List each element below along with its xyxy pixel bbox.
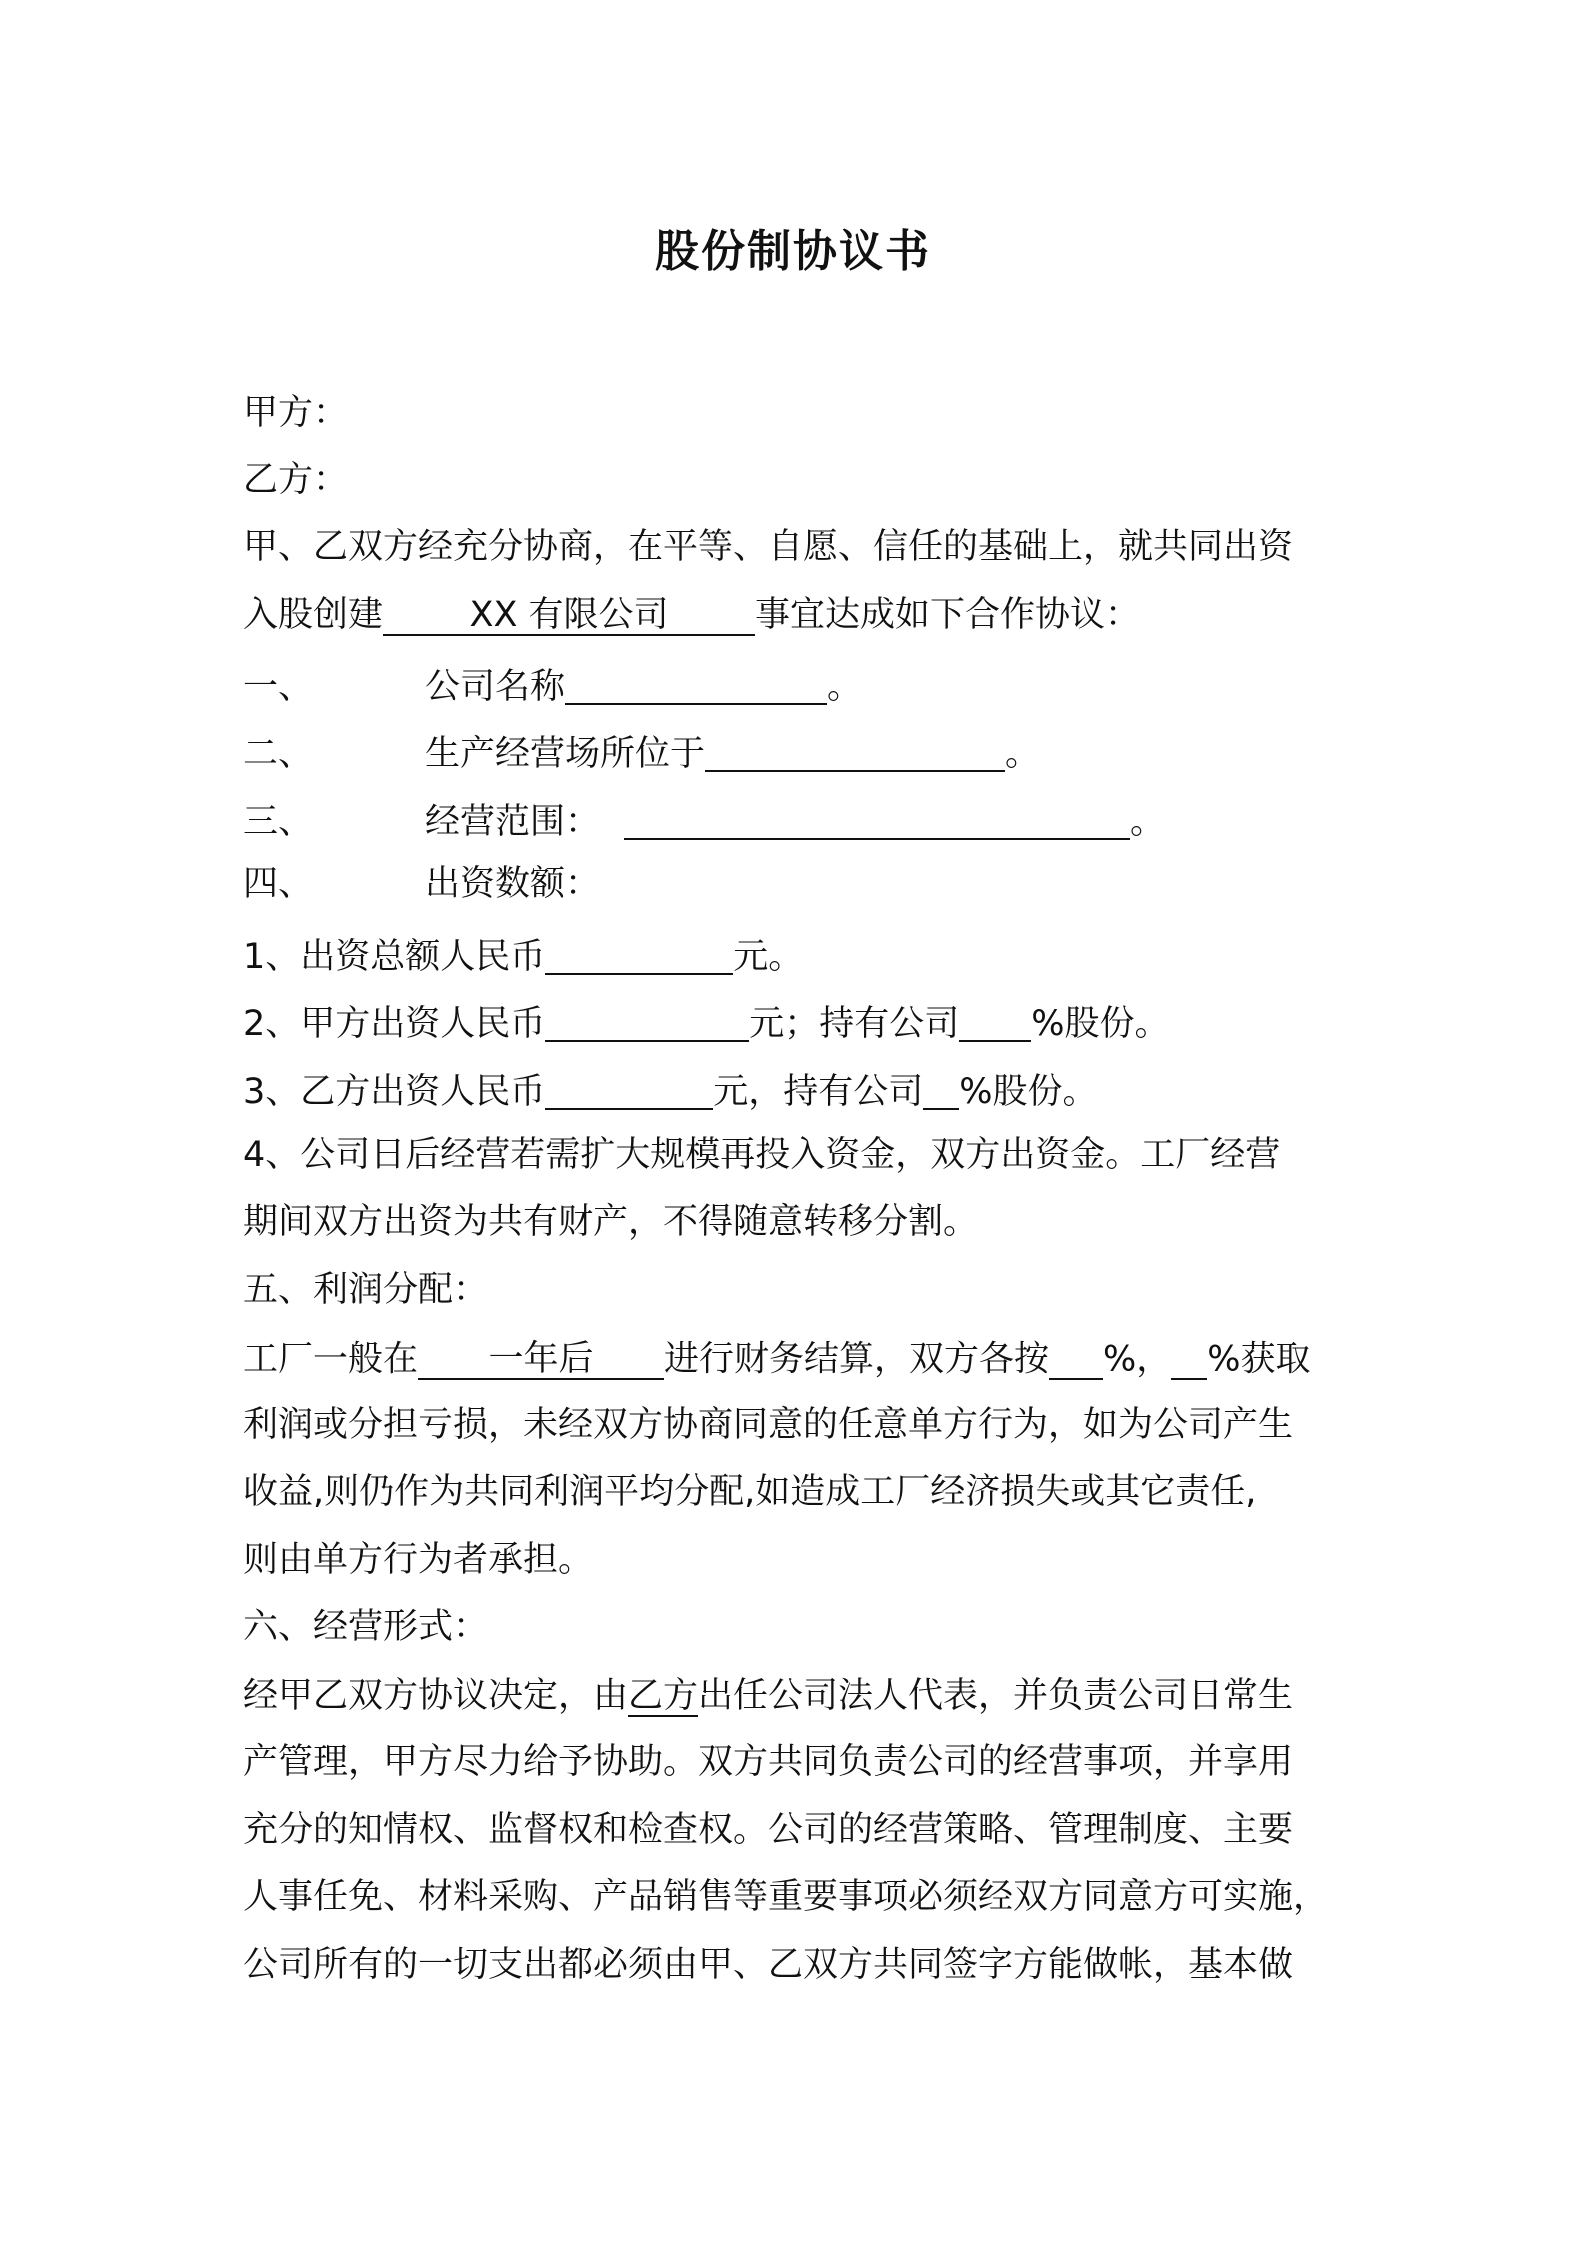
profit-text-2: 利润或分担亏损，未经双方协商同意的任意单方行为，如为公司产生 xyxy=(243,1405,1294,1445)
profit-line-4 xyxy=(243,1540,594,1580)
operation-text-4: 人事任免、材料采购、产品销售等重要事项必须经双方同意方可实施， xyxy=(243,1877,1329,1917)
party-b-line xyxy=(243,460,349,500)
intro-text-2-pre: 入股创建 xyxy=(243,595,384,635)
clause-2 xyxy=(243,1002,1170,1042)
profit-line-1 xyxy=(243,1340,1311,1380)
profit-text-3: 收益,则仍作为共同利润平均分配,如造成工厂经济损失或其它责任, xyxy=(243,1472,1257,1512)
party-a-line xyxy=(243,393,349,433)
section-3-num: 三、 xyxy=(243,802,314,842)
section-5-heading xyxy=(243,1270,489,1310)
party-b-share-blank xyxy=(923,1070,959,1110)
intro-line-1 xyxy=(243,527,1294,567)
intro-text-1: 甲、乙双方经充分协商，在平等、自愿、信任的基础上，就共同出资 xyxy=(243,527,1294,567)
party-a-share-blank xyxy=(959,1002,1031,1042)
section-2-label: 生产经营场所位于 xyxy=(425,734,706,774)
party-b-label: 乙方： xyxy=(243,460,349,500)
section-1-label: 公司名称 xyxy=(425,667,566,707)
party-a-capital-blank xyxy=(545,1002,749,1042)
settlement-period-blank: 一年后 xyxy=(418,1341,664,1380)
party-a-profit-blank xyxy=(1049,1340,1103,1380)
section-2-num: 二、 xyxy=(243,734,314,774)
section-5-label: 五、利润分配： xyxy=(243,1270,489,1310)
operation-line-5 xyxy=(243,1945,1294,1985)
section-2 xyxy=(243,732,1040,772)
operation-line-3 xyxy=(243,1810,1294,1850)
location-blank xyxy=(705,732,1005,772)
total-capital-blank xyxy=(545,935,733,975)
operation-line-4 xyxy=(243,1877,1329,1917)
section-3-end: 。 xyxy=(1130,802,1166,842)
operation-text-2: 产管理，甲方尽力给予协助。双方共同负责公司的经营事项，并享用 xyxy=(243,1742,1294,1782)
section-1-num: 一、 xyxy=(243,667,314,707)
operation-text-1-pre: 经甲乙双方协议决定，由 xyxy=(243,1676,629,1716)
profit-text-pre: 工厂一般在 xyxy=(243,1339,419,1380)
operation-text-3: 充分的知情权、监督权和检查权。公司的经营策略、管理制度、主要 xyxy=(243,1810,1294,1850)
clause-2-mid: 元；持有公司 xyxy=(749,1004,960,1044)
intro-line-2 xyxy=(243,597,1140,636)
section-4-label: 出资数额： xyxy=(425,864,601,904)
section-6-heading xyxy=(243,1607,489,1647)
clause-3-post: %股份。 xyxy=(959,1072,1098,1112)
section-2-end: 。 xyxy=(1005,734,1041,774)
legal-rep-blank: 乙方 xyxy=(628,1676,699,1716)
clause-1-pre: 1、出资总额人民币 xyxy=(243,937,546,977)
clause-4-line-1 xyxy=(243,1135,1281,1175)
profit-text-mid: 进行财务结算，双方各按 xyxy=(664,1339,1050,1380)
intro-text-2-post: 事宜达成如下合作协议： xyxy=(755,595,1141,635)
clause-4-text-2: 期间双方出资为共有财产，不得随意转移分割。 xyxy=(243,1202,979,1242)
profit-text-post: %获取 xyxy=(1207,1339,1311,1380)
section-4 xyxy=(243,864,601,904)
clause-1-post: 元。 xyxy=(733,937,804,977)
section-1-end: 。 xyxy=(827,667,863,707)
section-4-num: 四、 xyxy=(243,864,314,904)
clause-2-pre: 2、甲方出资人民币 xyxy=(243,1004,546,1044)
clause-2-post: %股份。 xyxy=(1031,1004,1170,1044)
section-3-label: 经营范围： xyxy=(425,802,601,842)
operation-text-5: 公司所有的一切支出都必须由甲、乙双方共同签字方能做帐，基本做 xyxy=(243,1945,1294,1985)
operation-line-1 xyxy=(243,1678,1293,1717)
profit-text-4: 则由单方行为者承担。 xyxy=(243,1540,594,1580)
clause-4-line-2 xyxy=(243,1202,979,1242)
clause-4-text-1: 4、公司日后经营若需扩大规模再投入资金，双方出资金。工厂经营 xyxy=(243,1135,1281,1175)
profit-line-3 xyxy=(243,1472,1257,1512)
section-6-label: 六、经营形式： xyxy=(243,1607,489,1647)
party-b-profit-blank xyxy=(1171,1340,1207,1380)
section-3 xyxy=(243,800,1165,840)
operation-text-1-post: 出任公司法人代表，并负责公司日常生 xyxy=(698,1676,1294,1716)
company-name-fill-blank xyxy=(565,665,827,705)
profit-text-mid2: %， xyxy=(1103,1339,1172,1380)
profit-line-2 xyxy=(243,1405,1294,1445)
business-scope-blank xyxy=(624,800,1130,840)
document-title: 股份制协议书 xyxy=(655,226,931,277)
section-1 xyxy=(243,665,862,705)
clause-3 xyxy=(243,1070,1098,1110)
party-b-capital-blank xyxy=(545,1070,713,1110)
company-name-blank: XX 有限公司 xyxy=(383,597,755,636)
operation-line-2 xyxy=(243,1742,1294,1782)
party-a-label: 甲方： xyxy=(243,393,349,433)
clause-3-pre: 3、乙方出资人民币 xyxy=(243,1072,546,1112)
clause-3-mid: 元，持有公司 xyxy=(713,1072,924,1112)
clause-1 xyxy=(243,935,803,975)
